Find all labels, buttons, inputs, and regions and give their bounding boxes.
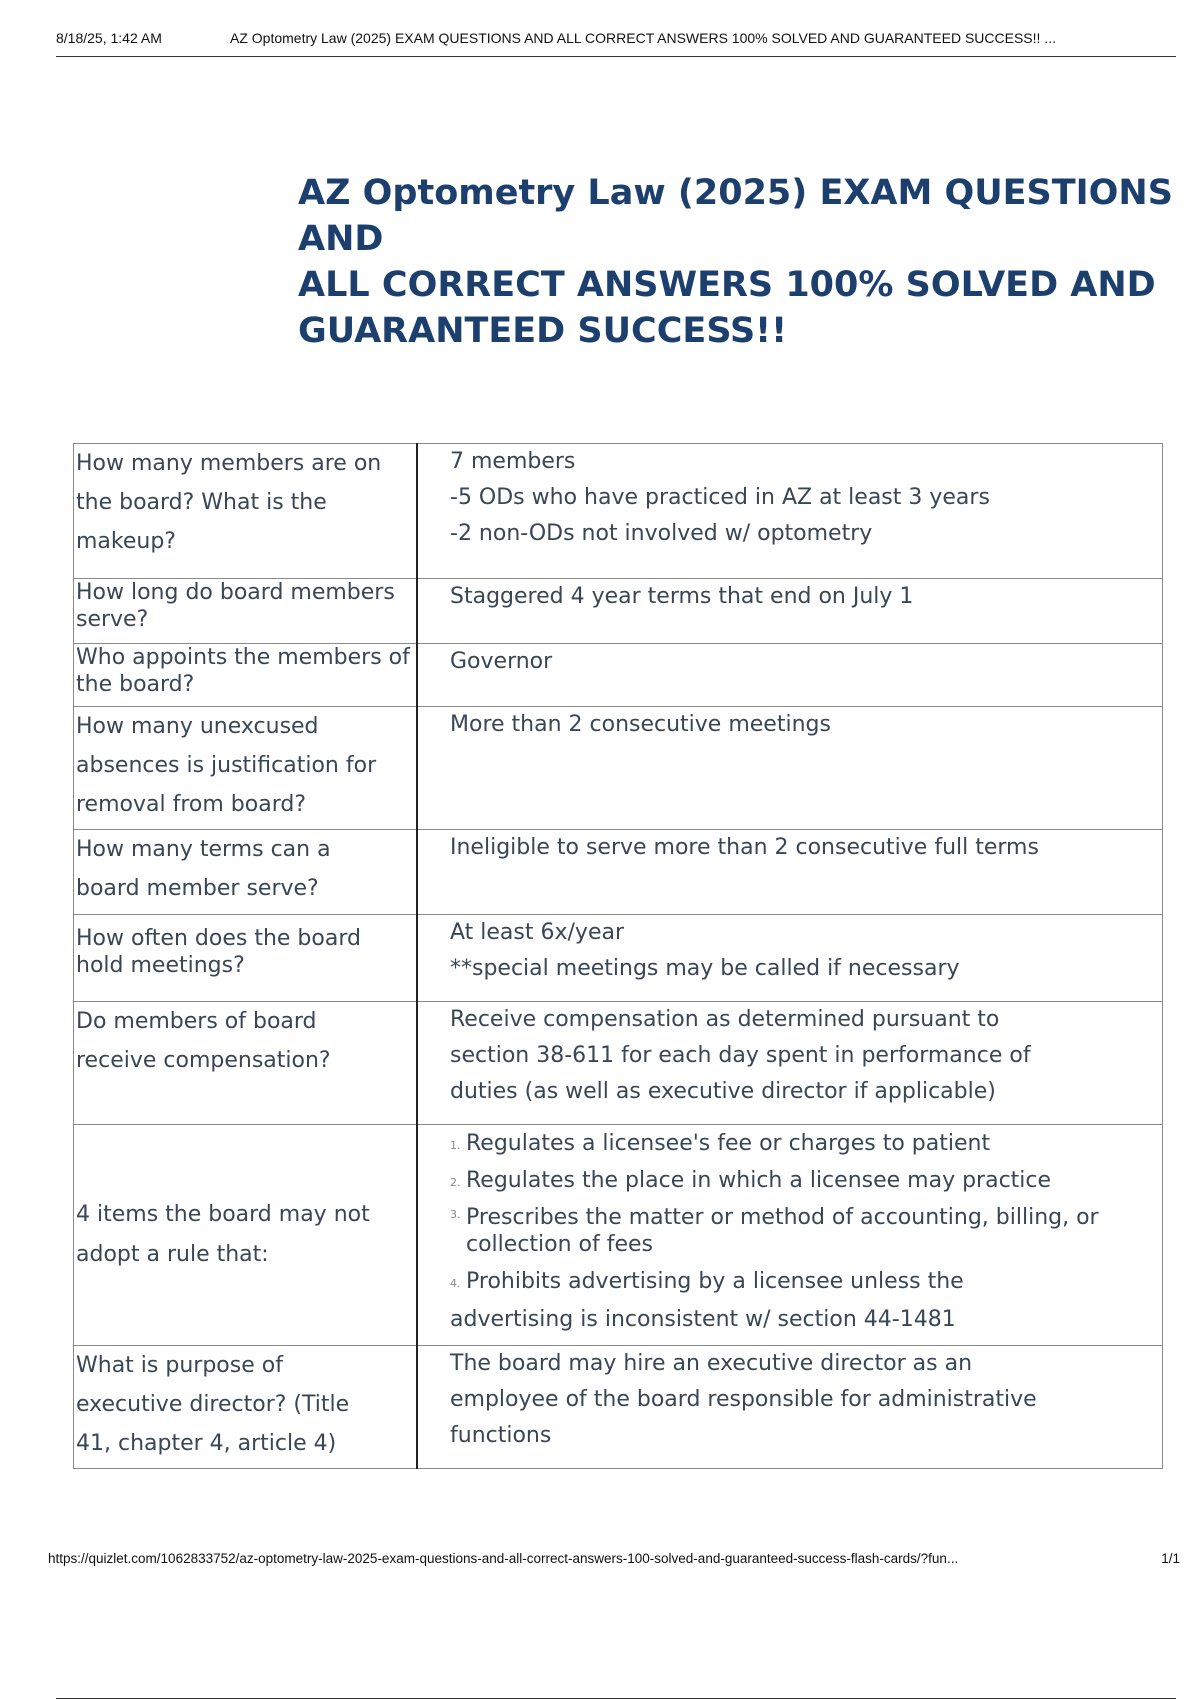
list-item-text: Regulates a licensee's fee or charges to patient [466, 1131, 991, 1156]
question-cell [74, 1002, 418, 1125]
answer-text: employee of the board responsible for administrative [450, 1387, 1037, 1412]
question-text: hold meetings? [76, 953, 245, 978]
list-number: 1. [450, 1139, 461, 1152]
answer-text: The board may hire an executive director as an [450, 1351, 973, 1376]
answer-text: functions [450, 1423, 552, 1448]
bottom-divider [56, 1698, 1176, 1699]
question-cell [74, 444, 418, 579]
question-cell [74, 579, 418, 644]
answer-text: At least 6x/year [450, 920, 625, 945]
question-cell [74, 1346, 418, 1469]
table-row [74, 1125, 1163, 1346]
list-item-text: Prohibits advertising by a licensee unless the [466, 1269, 964, 1294]
table-row [74, 707, 1163, 830]
answer-cell [417, 579, 1163, 644]
title-line: ALL CORRECT ANSWERS 100% SOLVED AND [298, 265, 1156, 305]
list-item [450, 1125, 1152, 1162]
answer-text: Governor [450, 649, 553, 674]
list-item-text: Regulates the place in which a licensee may practice [466, 1168, 1052, 1193]
question-cell [74, 644, 418, 707]
answer-text: Receive compensation as determined pursuant to [450, 1007, 1000, 1032]
list-number: 3. [450, 1208, 461, 1221]
question-text: removal from board? [76, 792, 306, 817]
question-text: the board? [76, 672, 195, 697]
list-item [450, 1162, 1152, 1199]
answer-text: Staggered 4 year terms that end on July 1 [450, 584, 914, 609]
question-text: 4 items the board may not [76, 1202, 370, 1227]
question-text: How many terms can a [76, 837, 331, 862]
answer-text: More than 2 consecutive meetings [450, 712, 831, 737]
question-text: Do members of board [76, 1009, 317, 1034]
question-text: executive director? (Title [76, 1392, 350, 1417]
question-cell [74, 830, 418, 915]
list-item-text: Prescribes the matter or method of accounting, billing, or collection of fees [466, 1205, 1099, 1257]
list-number: 4. [450, 1277, 461, 1290]
list-item [450, 1199, 1152, 1263]
question-cell [74, 915, 418, 1002]
page-number: 1/1 [1161, 1551, 1180, 1566]
answer-cell [417, 915, 1163, 1002]
answer-text: Ineligible to serve more than 2 consecutive full terms [450, 835, 1039, 860]
list-item-continuation: advertising is inconsistent w/ section 44-1481 [450, 1307, 956, 1332]
table-row [74, 915, 1163, 1002]
question-text: serve? [76, 607, 149, 632]
question-text: How many members are on [76, 451, 382, 476]
question-text: adopt a rule that: [76, 1242, 269, 1267]
print-footer [48, 1551, 1180, 1573]
question-text: receive compensation? [76, 1048, 331, 1073]
table-row [74, 830, 1163, 915]
print-header [56, 28, 1176, 54]
answer-cell [417, 1125, 1163, 1346]
question-text: How many unexcused [76, 714, 319, 739]
print-doc-title: AZ Optometry Law (2025) EXAM QUESTIONS AND ALL CORRECT ANSWERS 100% SOLVED AND GUARANTEED SUCCESS!! ... [230, 30, 1056, 46]
answer-text: -5 ODs who have practiced in AZ at least 3 years [450, 485, 990, 510]
table-row [74, 1346, 1163, 1469]
question-text: absences is justification for [76, 753, 377, 778]
source-url: https://quizlet.com/1062833752/az-optometry-law-2025-exam-questions-and-all-correct-answers-100-solved-and-guaranteed-success-flash-cards/?fun... [48, 1551, 959, 1566]
table-row [74, 1002, 1163, 1125]
header-divider [56, 56, 1176, 57]
question-text: How often does the board [76, 926, 361, 951]
answer-text: duties (as well as executive director if applicable) [450, 1079, 996, 1104]
question-text: the board? What is the [76, 490, 327, 515]
list-item [450, 1263, 1152, 1300]
question-text: Who appoints the members of [76, 645, 410, 670]
question-cell [74, 707, 418, 830]
title-line: AZ Optometry Law (2025) EXAM QUESTIONS AND [298, 173, 1173, 259]
question-text: How long do board members [76, 580, 395, 605]
answer-text: section 38-611 for each day spent in performance of [450, 1043, 1031, 1068]
table-row [74, 644, 1163, 707]
answer-cell [417, 830, 1163, 915]
answer-text: -2 non-ODs not involved w/ optometry [450, 521, 873, 546]
answer-text: 7 members [450, 449, 576, 474]
question-text: makeup? [76, 529, 176, 554]
title-line: GUARANTEED SUCCESS!! [298, 311, 788, 351]
qa-table [73, 443, 1163, 1469]
question-text: board member serve? [76, 876, 319, 901]
table-row [74, 444, 1163, 579]
question-cell [74, 1125, 418, 1346]
question-text: What is purpose of [76, 1353, 283, 1378]
answer-cell [417, 444, 1163, 579]
answer-cell [417, 1002, 1163, 1125]
answer-cell [417, 1346, 1163, 1469]
answer-cell [417, 707, 1163, 830]
table-row [74, 579, 1163, 644]
print-date: 8/18/25, 1:42 AM [56, 30, 162, 46]
answer-text: **special meetings may be called if necessary [450, 956, 960, 981]
question-text: 41, chapter 4, article 4) [76, 1431, 337, 1456]
answer-cell [417, 644, 1163, 707]
page-title [298, 170, 1178, 354]
list-number: 2. [450, 1176, 461, 1189]
